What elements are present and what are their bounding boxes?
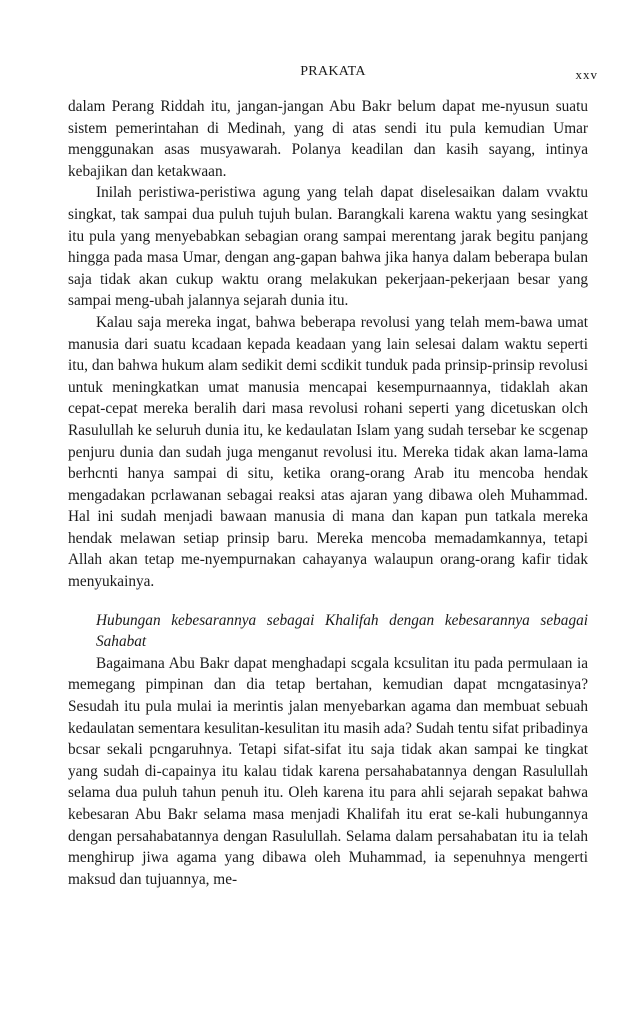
page-number: xxv <box>575 67 598 82</box>
section-heading: Hubungan kebesarannya sebagai Khalifah dengan kebesarannya sebagai Sahabat <box>96 611 588 651</box>
paragraph-continued: dalam Perang Riddah itu, jangan-jangan Abu Bakr belum dapat me-nyusun suatu sistem pemerintahan di Medinah, yang di atas sendi itu pula kemudian Umar menggunakan asas musyawarah. Polanya keadilan dan kasih sayang, intinya kebajikan dan ketakwaan. <box>68 98 588 180</box>
paragraph: Kalau saja mereka ingat, bahwa beberapa revolusi yang telah mem-bawa umat manusia dari suatu kcadaan kepada keadaan yang lain selesai dalam waktu seperti itu, dan bahwa hukum alam sedikit demi scdikit tunduk pada prinsip-prinsip revolusi untuk meningkatkan umat manusia mencapai kesempurnaannya, tidaklah akan cepat-cepat mereka beralih dari masa revolusi rohani seperti yang dicetuskan olch Rasulullah ke seluruh dunia itu, ke kedaulatan Islam yang sudah tersebar ke scgenap penjuru dunia dan sudah juga menganut revolusi itu. Mereka tidak akan lama-lama berhcnti hanya sampai di situ, ketika orang-orang Arab itu mencoba hendak mengadakan pcrlawanan sebagai reaksi atas ajaran yang dibawa oleh Muhammad. Hal ini sudah menjadi bawaan manusia di mana dan kapan pun tatkala mereka hendak melawan setiap prinsip baru. Mereka mencoba memadamkannya, tetapi Allah akan tetap me-nyempurnakan cahayanya walaupun orang-orang kafir tidak menyukainya. <box>68 313 588 591</box>
running-head <box>68 64 598 84</box>
running-title: PRAKATA <box>300 64 366 79</box>
body-text <box>68 96 588 890</box>
paragraph: Inilah peristiwa-peristiwa agung yang telah dapat diselesaikan dalam vvaktu singkat, tak sampai dua puluh tujuh bulan. Barangkali karena waktu yang sesingkat itu pula yang menyebabkan sebagian orang sampai merentang jarak begitu panjang hingga pada masa Umar, dengan ang-gapan bahwa jika hanya dalam beberapa bulan saja tidak akan cukup waktu orang melakukan pekerjaan-pekerjaan besar yang sampai meng-ubah jalannya sejarah dunia itu. <box>68 184 588 310</box>
paragraph: Bagaimana Abu Bakr dapat menghadapi scgala kcsulitan itu pada permulaan ia memegang pimpinan dan dia tetap bertahan, kemudian dapat mcngatasinya? Sesudah itu pula mulai ia merintis jalan menyebarkan agama dan membuat sebuah kedaulatan sementara kesulitan-kesulitan itu masih ada? Sudah tentu sifat pribadinya bcsar sekali pcngaruhnya. Tetapi sifat-sifat itu saja tidak akan sampai ke tingkat yang sudah di-capainya itu kalau tidak karena persahabatannya dengan Rasulullah selama dua puluh tahun penuh itu. Oleh karena itu para ahli sejarah sepakat bahwa kebesaran Abu Bakr selama masa menjadi Khalifah itu erat se-kali hubungannya dengan persahabatannya dengan Rasulullah. Selama dalam persahabatan itu ia telah menghirup jiwa agama yang dibawa oleh Muhammad, ia sepenuhnya mengerti maksud dan tujuannya, me- <box>68 654 588 888</box>
